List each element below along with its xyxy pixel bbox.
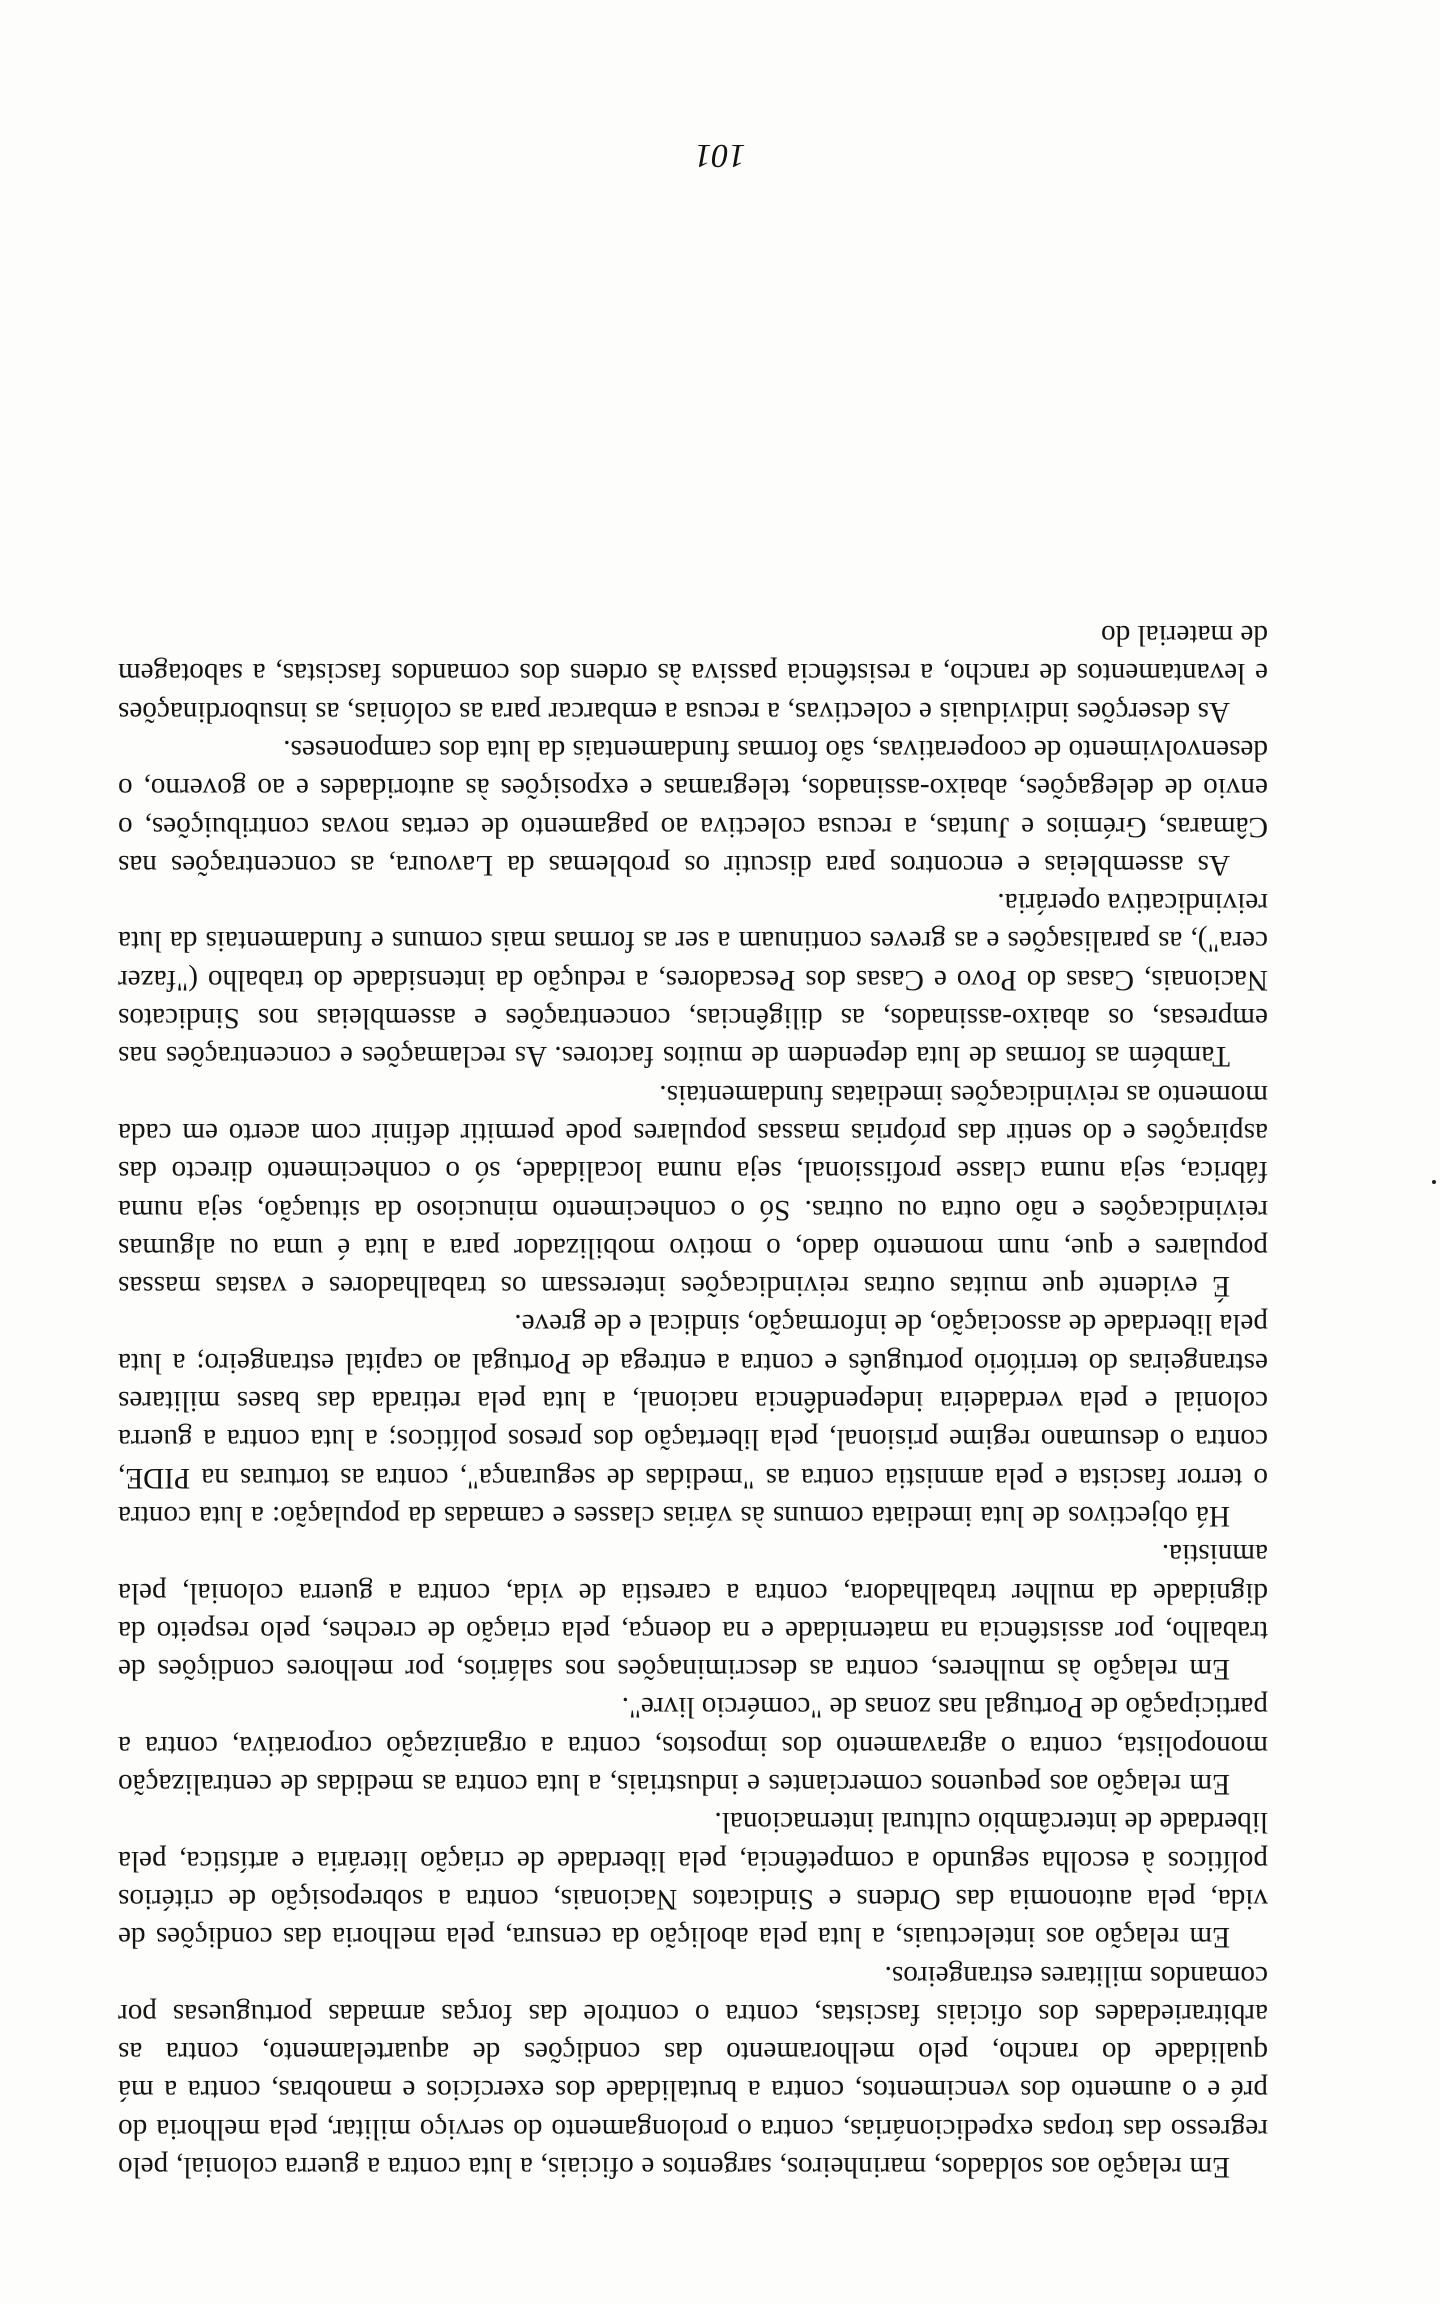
scan-speck xyxy=(1432,1180,1436,1184)
paragraph-forms-of-struggle: Também as formas de luta dependem de muitos factores. As reclamações e concentrações nas empresas, os abaixo-assinados, as diligências, concentrações e assembleias nos Sindicatos Nacionais, Casas do Povo e Casas dos Pescadores, a redução da intensidade do trabalho ("fazer cera"), as paralisações e as greves continuam a ser as formas mais comuns e fundamentais da luta reivindicativa operária. xyxy=(118,887,1268,1073)
paragraph-women: Em relação às mulheres, contra as descriminações nos salários, por melhores condições de trabalho, por assistência na maternidade e na doença, pela criação de creches, pelo respeito da dignidade da mulher trabalhadora, contra a carestia de vida, contra a guerra colonial, pela amnistia. xyxy=(118,1538,1268,1686)
paragraph-desertions: As deserções individuais e colectivas, a recusa a embarcar para as colónias, as insubordinações e levantamentos de rancho, a resistência passiva às ordens dos comandos fascistas, a sabotagem de material do xyxy=(118,619,1268,728)
body-text xyxy=(118,616,1268,2186)
page-number: 101 xyxy=(694,137,746,174)
paragraph-common-objectives: Há objectivos de luta imediata comuns às várias classes e camadas da população: a luta contra o terror fascista e pela amnistia contra as "medidas de segurança", contra as torturas na PIDE, contra o desumano regime prisional, pela libertação dos presos políticos; a luta contra a guerra colonial e pela verdadeira independência nacional, a luta pela retirada das bases militares estrangeiras do território português e contra a entrega de Portugal ao capital estrangeiro; a luta pela liberdade de associação, de informação, sindical e de greve. xyxy=(118,1308,1268,1532)
paragraph-peasants: As assembleias e encontros para discutir os problemas da Lavoura, as concentrações nas Câmaras, Grémios e Juntas, a recusa colectiva ao pagamento de certas novas contribuições, o envio de delegações, abaixo-assinados, telegramas e exposições às autoridades e ao governo, o desenvolvimento de cooperativas, são formas fundamentais da luta dos camponeses. xyxy=(118,734,1268,881)
paragraph-intellectuals: Em relação aos intelectuais, a luta pela abolição da censura, pela melhoria das condições de vida, pela autonomia das Ordens e Sindicatos Nacionais, contra a sobreposição de critérios políticos à escolha segundo a competência, pela liberdade de criação literária e artística, pela liberdade de intercâmbio cultural internacional. xyxy=(118,1806,1268,1954)
paragraph-soldiers: Em relação aos soldados, marinheiros, sargentos e oficiais, a luta contra a guerra colonial, pelo regresso das tropas expedicionárias, contra o prolongamento do serviço militar, pela melhoria do pré e o aumento dos vencimentos, contra a brutalidade dos exercícios e manobras, contra a má qualidade do rancho, pelo melhoramento das condições de aquartelamento, contra as arbitrariedades dos oficiais fascistas, contra o controle das forças armadas portuguesas por comandos militares estrangeiros. xyxy=(118,1959,1268,2183)
paragraph-merchants: Em relação aos pequenos comerciantes e industriais, a luta contra as medidas de centralização monopolista, contra o agravamento dos impostos, contra a organização corporativa, contra a participação de Portugal nas zonas de "comércio livre". xyxy=(118,1691,1268,1801)
paragraph-other-claims: É evidente que muitas outras reivindicações interessam os trabalhadores e vastas massas populares e que, num momento dado, o motivo mobilizador para a luta é uma ou algumas reivindicações e não outra ou outras. Só o conhecimento minucioso da situação, seja numa fábrica, seja numa classe profissional, seja numa localidade, só o conhecimento directo das aspirações e do sentir das próprias massas populares pode permitir definir com acerto em cada momento as reivindicações imediatas fundamentais. xyxy=(118,1078,1268,1303)
